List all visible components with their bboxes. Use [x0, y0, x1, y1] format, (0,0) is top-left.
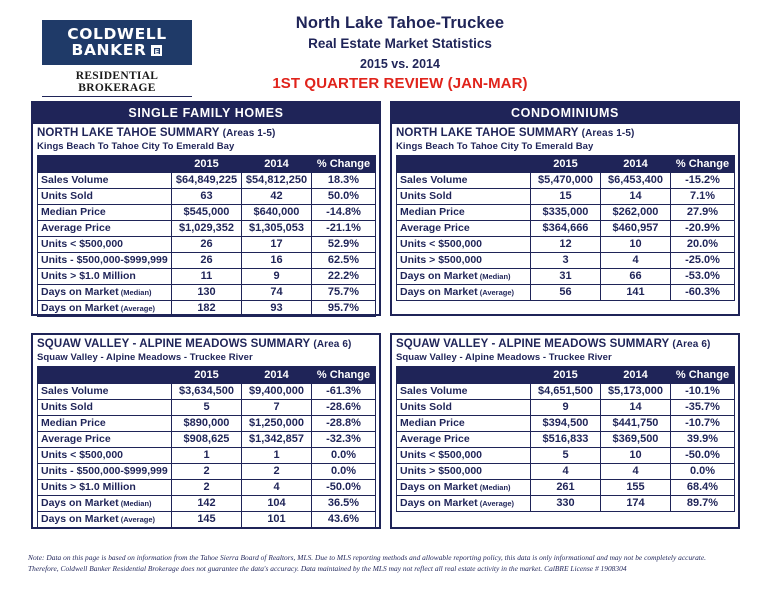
cell-2014: $6,453,400	[601, 173, 671, 189]
cell-2014: 4	[601, 253, 671, 269]
column-header-blank	[397, 367, 531, 384]
cell-2014: $460,957	[601, 221, 671, 237]
summary-title-sfh-north	[33, 124, 379, 139]
panel-condominiums-squaw-valley	[390, 333, 740, 529]
panel-single-family-squaw-valley	[31, 333, 381, 529]
cell-2014: 2	[242, 464, 312, 480]
footer-disclaimer-line-1: Note: Data on this page is based on information from the Tahoe Sierra Board of Realtors, MLS. Due to MLS reporting methods and allowable reporting policy, this data is only informational and may not be completely accurate.	[28, 553, 707, 562]
summary-area-text: (Area 6)	[672, 339, 711, 350]
cell-change: 43.6%	[312, 512, 376, 528]
column-header-2015: 2015	[531, 367, 601, 384]
cell-2014: 174	[601, 496, 671, 512]
cell-2014: $1,305,053	[242, 221, 312, 237]
cell-change: 27.9%	[671, 205, 735, 221]
cell-change: 39.9%	[671, 432, 735, 448]
cell-2015: $64,849,225	[172, 173, 242, 189]
table-row	[38, 384, 376, 400]
column-header-2015: 2015	[172, 156, 242, 173]
row-label-qualifier: (Average)	[477, 499, 515, 509]
table-header-row	[38, 156, 376, 173]
cell-2014: 141	[601, 285, 671, 301]
cell-change: 95.7%	[312, 301, 376, 317]
row-label: Units > $500,000	[397, 253, 531, 269]
stats-table-body	[38, 384, 376, 528]
row-label: Units Sold	[397, 400, 531, 416]
row-label: Units - $500,000-$999,999	[38, 253, 172, 269]
cell-change: 75.7%	[312, 285, 376, 301]
summary-title-text: SQUAW VALLEY - ALPINE MEADOWS SUMMARY	[396, 338, 670, 350]
table-row	[397, 464, 735, 480]
cell-2014: 155	[601, 480, 671, 496]
table-header-row	[397, 367, 735, 384]
cell-2015: 12	[531, 237, 601, 253]
cell-2014: 1	[242, 448, 312, 464]
row-label: Days on Market (Average)	[38, 512, 172, 528]
table-row	[397, 416, 735, 432]
cell-2015: 2	[172, 464, 242, 480]
row-label-qualifier: (Average)	[118, 304, 156, 314]
summary-sub-sfh-north: Kings Beach To Tahoe City To Emerald Bay	[37, 141, 235, 152]
row-label-qualifier: (Median)	[118, 499, 152, 509]
cell-2015: $890,000	[172, 416, 242, 432]
cell-2015: $5,470,000	[531, 173, 601, 189]
column-header-blank	[397, 156, 531, 173]
table-row	[397, 173, 735, 189]
cell-change: 20.0%	[671, 237, 735, 253]
quarter-review-banner: 1ST QUARTER REVIEW (JAN-MAR)	[272, 75, 528, 93]
cell-change: -53.0%	[671, 269, 735, 285]
cell-2014: 17	[242, 237, 312, 253]
cell-change: -10.7%	[671, 416, 735, 432]
cell-change: -60.3%	[671, 285, 735, 301]
table-row	[38, 496, 376, 512]
table-row	[397, 205, 735, 221]
table-header-row	[38, 367, 376, 384]
cell-2015: 31	[531, 269, 601, 285]
table-row	[397, 285, 735, 301]
cell-change: 0.0%	[312, 448, 376, 464]
cell-2014: $1,342,857	[242, 432, 312, 448]
table-row	[38, 480, 376, 496]
table-row	[38, 512, 376, 528]
cell-2015: 261	[531, 480, 601, 496]
page-subtitle: Real Estate Market Statistics	[308, 36, 492, 52]
cell-2014: $1,250,000	[242, 416, 312, 432]
cell-2015: 26	[172, 253, 242, 269]
table-row	[38, 205, 376, 221]
cell-2014: 10	[601, 448, 671, 464]
cell-2014: 7	[242, 400, 312, 416]
table-row	[38, 189, 376, 205]
cell-2015: 5	[531, 448, 601, 464]
summary-sub-sfh-squaw: Squaw Valley - Alpine Meadows - Truckee River	[37, 352, 253, 363]
table-row	[38, 237, 376, 253]
column-header-blank	[38, 156, 172, 173]
cell-change: -10.1%	[671, 384, 735, 400]
panel-condominiums-north-lake-tahoe	[390, 101, 740, 316]
table-row	[397, 400, 735, 416]
table-row	[38, 269, 376, 285]
cell-2015: 9	[531, 400, 601, 416]
stats-table-body	[38, 173, 376, 317]
cell-change: 68.4%	[671, 480, 735, 496]
column-header-change: % Change	[671, 367, 735, 384]
row-label: Median Price	[397, 416, 531, 432]
column-header-change: % Change	[312, 367, 376, 384]
summary-title-condo-squaw	[392, 335, 738, 350]
cell-change: -15.2%	[671, 173, 735, 189]
table-row	[38, 285, 376, 301]
cell-2014: $9,400,000	[242, 384, 312, 400]
row-label: Median Price	[38, 205, 172, 221]
row-label: Units Sold	[397, 189, 531, 205]
cell-2015: 3	[531, 253, 601, 269]
cell-2014: 9	[242, 269, 312, 285]
row-label: Days on Market (Median)	[38, 285, 172, 301]
row-label: Days on Market (Average)	[38, 301, 172, 317]
cell-change: -20.9%	[671, 221, 735, 237]
cell-2015: 11	[172, 269, 242, 285]
summary-title-condo-north	[392, 124, 738, 139]
table-row	[38, 400, 376, 416]
footer-disclaimer	[28, 552, 746, 575]
cell-change: -50.0%	[671, 448, 735, 464]
cell-change: -25.0%	[671, 253, 735, 269]
cell-change: 22.2%	[312, 269, 376, 285]
table-row	[397, 384, 735, 400]
table-row	[38, 448, 376, 464]
cell-change: -28.8%	[312, 416, 376, 432]
summary-sub-condo-squaw: Squaw Valley - Alpine Meadows - Truckee River	[396, 352, 612, 363]
row-label: Units > $1.0 Million	[38, 480, 172, 496]
column-header-blank	[38, 367, 172, 384]
cell-2015: $394,500	[531, 416, 601, 432]
cell-2015: 182	[172, 301, 242, 317]
row-label: Days on Market (Median)	[397, 269, 531, 285]
table-row	[397, 496, 735, 512]
page-header	[0, 0, 772, 96]
cell-2015: 63	[172, 189, 242, 205]
column-header-change: % Change	[312, 156, 376, 173]
column-header-2014: 2014	[242, 156, 312, 173]
cell-2014: 42	[242, 189, 312, 205]
cell-2015: 1	[172, 448, 242, 464]
row-label: Days on Market (Median)	[38, 496, 172, 512]
cell-2015: $545,000	[172, 205, 242, 221]
cell-2015: 26	[172, 237, 242, 253]
row-label-qualifier: (Average)	[477, 288, 515, 298]
row-label: Units Sold	[38, 400, 172, 416]
cell-2015: 4	[531, 464, 601, 480]
column-header-change: % Change	[671, 156, 735, 173]
cell-2014: 14	[601, 400, 671, 416]
row-label: Average Price	[38, 221, 172, 237]
cell-2015: 2	[172, 480, 242, 496]
cell-2014: $369,500	[601, 432, 671, 448]
cell-2014: 104	[242, 496, 312, 512]
table-row	[397, 189, 735, 205]
row-label-qualifier: (Average)	[118, 515, 156, 525]
stats-table-body	[397, 173, 735, 301]
stats-table-sfh-squaw	[37, 366, 376, 528]
page-title-block	[210, 12, 590, 96]
table-row	[397, 269, 735, 285]
cell-2014: 93	[242, 301, 312, 317]
cell-2015: 5	[172, 400, 242, 416]
summary-area-text: (Area 6)	[313, 339, 352, 350]
logo-word-coldwell: COLDWELL	[67, 24, 167, 43]
summary-area-text: (Areas 1-5)	[581, 128, 635, 139]
cell-2015: $3,634,500	[172, 384, 242, 400]
table-row	[38, 253, 376, 269]
cell-2015: 15	[531, 189, 601, 205]
cell-2015: 145	[172, 512, 242, 528]
cell-2014: $441,750	[601, 416, 671, 432]
cell-2015: $908,625	[172, 432, 242, 448]
table-header-row	[397, 156, 735, 173]
summary-title-text: NORTH LAKE TAHOE SUMMARY	[396, 127, 579, 139]
cell-2014: 4	[242, 480, 312, 496]
summary-title-text: NORTH LAKE TAHOE SUMMARY	[37, 127, 220, 139]
row-label: Sales Volume	[397, 173, 531, 189]
table-row	[397, 237, 735, 253]
row-label: Sales Volume	[397, 384, 531, 400]
column-header-2014: 2014	[242, 367, 312, 384]
row-label-qualifier: (Median)	[477, 272, 511, 282]
row-label: Average Price	[397, 221, 531, 237]
cell-2014: $54,812,250	[242, 173, 312, 189]
cell-2014: 14	[601, 189, 671, 205]
cell-change: 50.0%	[312, 189, 376, 205]
cell-change: -14.8%	[312, 205, 376, 221]
row-label: Units < $500,000	[397, 237, 531, 253]
cell-change: 0.0%	[312, 464, 376, 480]
row-label: Median Price	[38, 416, 172, 432]
comparison-years: 2015 vs. 2014	[360, 56, 440, 71]
cell-2015: $335,000	[531, 205, 601, 221]
row-label: Average Price	[397, 432, 531, 448]
table-row	[397, 221, 735, 237]
row-label: Days on Market (Median)	[397, 480, 531, 496]
stats-table-body	[397, 384, 735, 512]
column-header-2015: 2015	[531, 156, 601, 173]
cell-change: 62.5%	[312, 253, 376, 269]
row-label: Units Sold	[38, 189, 172, 205]
table-row	[397, 480, 735, 496]
stats-table-condo-north	[396, 155, 735, 301]
cell-2015: $364,666	[531, 221, 601, 237]
row-label-qualifier: (Median)	[477, 483, 511, 493]
cell-2014: $640,000	[242, 205, 312, 221]
table-row	[38, 464, 376, 480]
cell-2014: $5,173,000	[601, 384, 671, 400]
cell-2015: 56	[531, 285, 601, 301]
row-label: Average Price	[38, 432, 172, 448]
column-header-2015: 2015	[172, 367, 242, 384]
cell-change: 0.0%	[671, 464, 735, 480]
cell-change: -50.0%	[312, 480, 376, 496]
stats-table-condo-squaw	[396, 366, 735, 512]
table-row	[38, 416, 376, 432]
page-title: North Lake Tahoe-Truckee	[295, 14, 505, 32]
cell-2015: $516,833	[531, 432, 601, 448]
row-label: Days on Market (Average)	[397, 285, 531, 301]
row-label: Units < $500,000	[38, 237, 172, 253]
cell-change: -35.7%	[671, 400, 735, 416]
cell-2014: 16	[242, 253, 312, 269]
row-label: Units < $500,000	[38, 448, 172, 464]
cell-change: 52.9%	[312, 237, 376, 253]
footer-disclaimer-line-2: Therefore, Coldwell Banker Residential Brokerage does not guarantee the data's accuracy. Data maintained by the MLS may not reflect all real estate activity in the market. CalBRE License # 1908304	[28, 564, 627, 574]
summary-sub-condo-north: Kings Beach To Tahoe City To Emerald Bay	[396, 141, 594, 152]
row-label: Sales Volume	[38, 384, 172, 400]
table-row	[397, 253, 735, 269]
cell-2015: $1,029,352	[172, 221, 242, 237]
logo-navy-bar	[42, 20, 192, 65]
cell-2014: $262,000	[601, 205, 671, 221]
cell-change: -28.6%	[312, 400, 376, 416]
cell-change: 18.3%	[312, 173, 376, 189]
table-row	[397, 448, 735, 464]
coldwell-banker-logo	[42, 20, 192, 97]
row-label: Days on Market (Average)	[397, 496, 531, 512]
cell-change: -61.3%	[312, 384, 376, 400]
cell-change: 7.1%	[671, 189, 735, 205]
cell-2014: 74	[242, 285, 312, 301]
row-label: Units > $1.0 Million	[38, 269, 172, 285]
table-row	[38, 221, 376, 237]
row-label: Units < $500,000	[397, 448, 531, 464]
cell-change: -21.1%	[312, 221, 376, 237]
cell-2015: 130	[172, 285, 242, 301]
row-label: Median Price	[397, 205, 531, 221]
panel-single-family-north-lake-tahoe	[31, 101, 381, 316]
cell-change: 36.5%	[312, 496, 376, 512]
cell-2015: 142	[172, 496, 242, 512]
row-label: Units > $500,000	[397, 464, 531, 480]
row-label: Units - $500,000-$999,999	[38, 464, 172, 480]
category-header-condominiums: CONDOMINIUMS	[392, 103, 738, 124]
summary-title-sfh-squaw	[33, 335, 379, 350]
row-label-qualifier: (Median)	[118, 288, 152, 298]
table-row	[397, 432, 735, 448]
summary-title-text: SQUAW VALLEY - ALPINE MEADOWS SUMMARY	[37, 338, 311, 350]
summary-area-text: (Areas 1-5)	[222, 128, 276, 139]
logo-word-banker: BANKER	[71, 41, 147, 59]
row-label: Sales Volume	[38, 173, 172, 189]
cell-2014: 10	[601, 237, 671, 253]
category-header-single-family: SINGLE FAMILY HOMES	[33, 103, 379, 124]
cell-2014: 66	[601, 269, 671, 285]
cell-2015: 330	[531, 496, 601, 512]
table-row	[38, 432, 376, 448]
table-row	[38, 173, 376, 189]
cell-2015: $4,651,500	[531, 384, 601, 400]
stats-table-sfh-north	[37, 155, 376, 317]
cell-2014: 4	[601, 464, 671, 480]
logo-subtitle: RESIDENTIAL BROKERAGE	[42, 70, 192, 97]
cell-change: -32.3%	[312, 432, 376, 448]
cell-change: 89.7%	[671, 496, 735, 512]
cell-2014: 101	[242, 512, 312, 528]
column-header-2014: 2014	[601, 156, 671, 173]
column-header-2014: 2014	[601, 367, 671, 384]
table-row	[38, 301, 376, 317]
logo-emblem-icon	[151, 45, 162, 56]
